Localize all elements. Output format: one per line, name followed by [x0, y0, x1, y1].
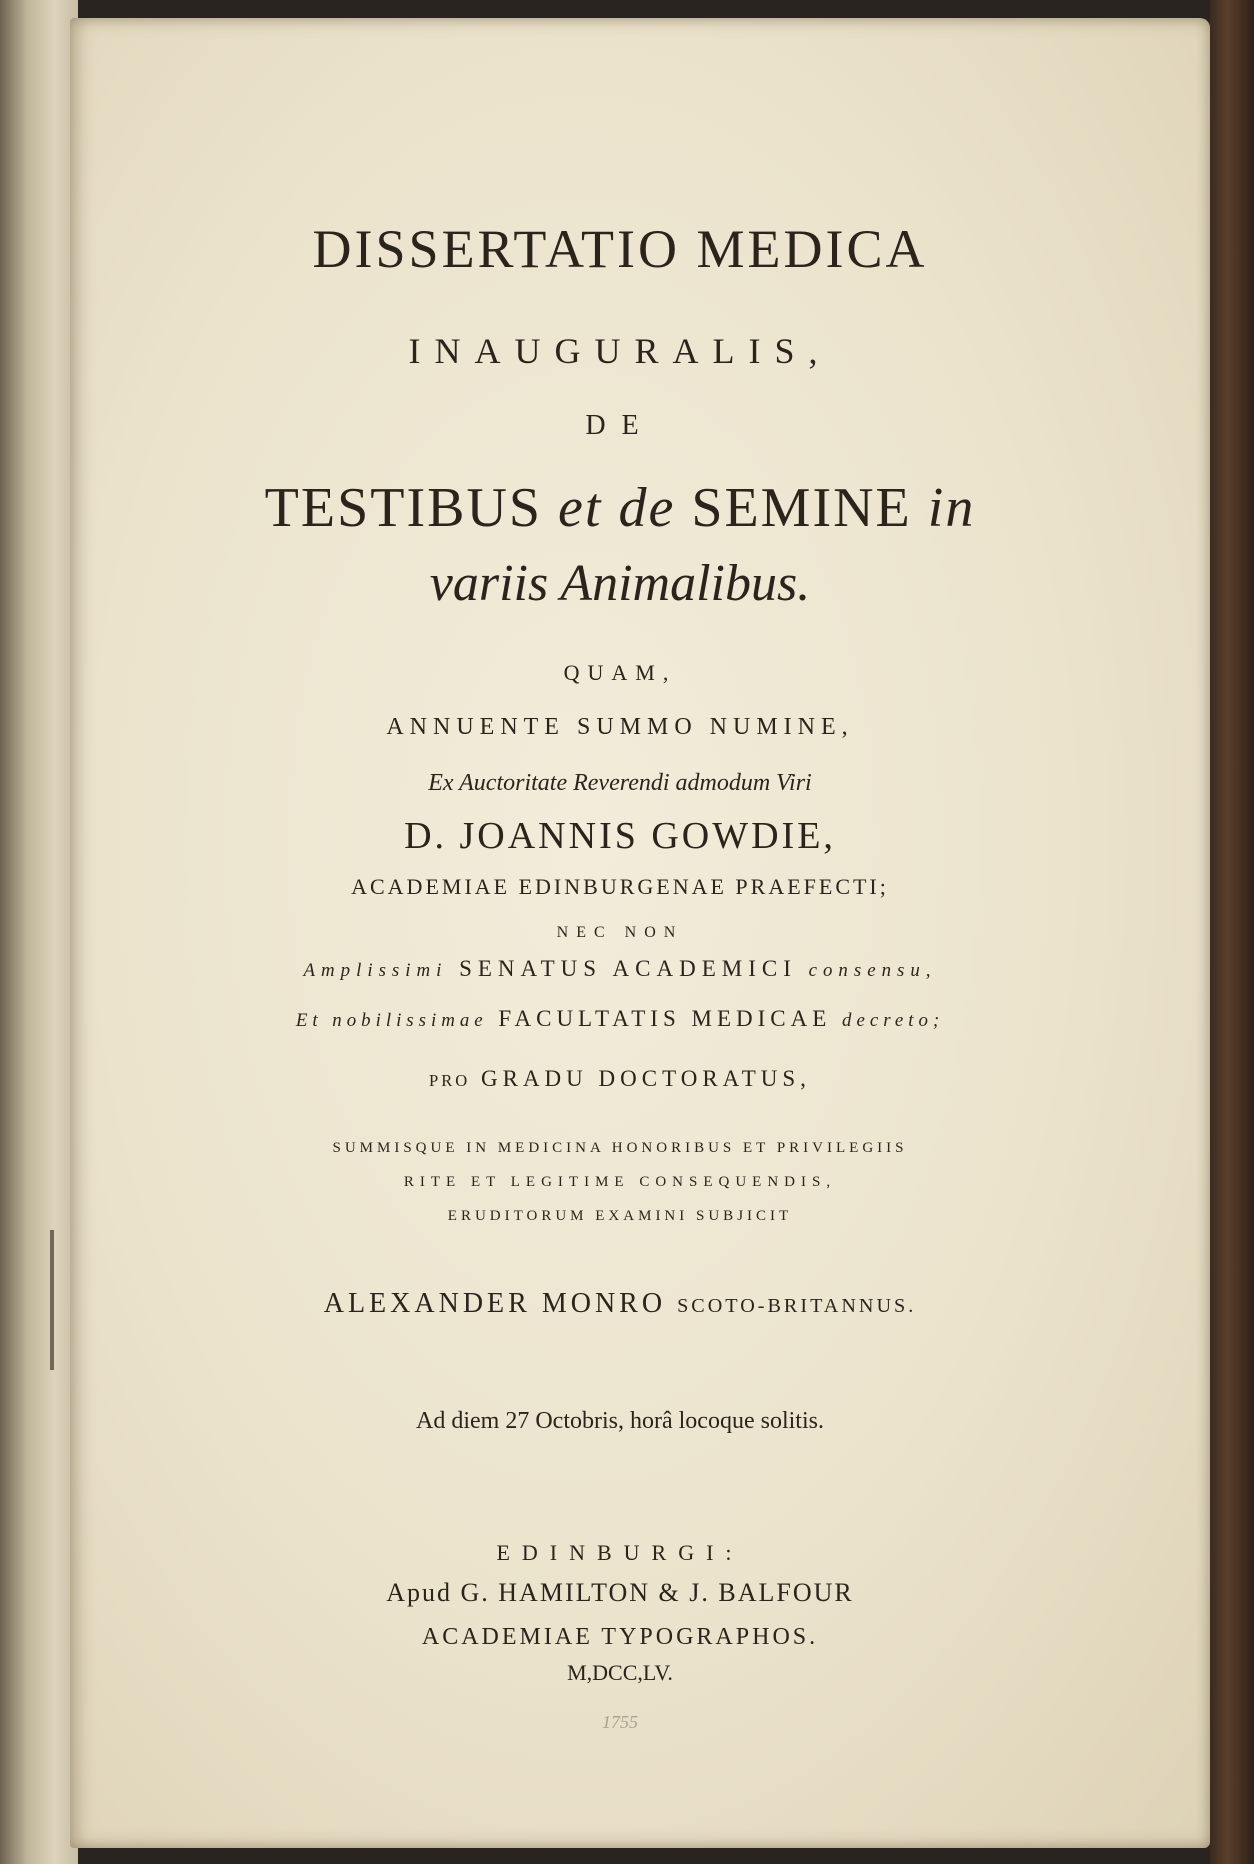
body-senatus: [150, 956, 1090, 982]
gradu-main: GRADU DOCTORATUS,: [481, 1066, 811, 1091]
senatus-main: SENATUS ACADEMICI: [459, 956, 797, 981]
title-word-de: de: [618, 477, 676, 539]
author-name: ALEXANDER MONRO: [323, 1288, 667, 1319]
facultatis-suffix: decreto;: [842, 1010, 945, 1031]
body-annuente: ANNUENTE SUMMO NUMINE,: [386, 714, 854, 740]
author-line: [150, 1288, 1090, 1320]
book-cover-edge: [1210, 0, 1254, 1864]
title-line-3: DE: [585, 410, 655, 441]
title-line-5: variis Animalibus.: [429, 555, 811, 612]
body-quam: QUAM,: [563, 660, 677, 685]
defense-date: Ad diem 27 Octobris, horâ locoque solitis.: [416, 1408, 824, 1434]
imprint-year: M,DCC,LV.: [567, 1660, 673, 1685]
senatus-suffix: consensu,: [808, 960, 937, 981]
body-gradu: [150, 1066, 1090, 1092]
book-gutter: [0, 0, 78, 1864]
praefect-title: ACADEMIAE EDINBURGENAE PRAEFECTI;: [351, 874, 889, 899]
body-facultatis: [150, 1006, 1090, 1032]
body-nec-non: NEC NON: [556, 924, 684, 941]
title-word-et: et: [558, 477, 603, 539]
senatus-prefix: Amplissimi: [303, 960, 448, 981]
page-tear-mark: [50, 1230, 54, 1370]
body-summis-3: ERUDITORUM EXAMINI SUBJICIT: [447, 1208, 793, 1224]
author-origin: SCOTO-BRITANNUS.: [677, 1295, 917, 1317]
title-word-in: in: [927, 477, 976, 539]
title-line-1: DISSERTATIO MEDICA: [312, 219, 928, 279]
title-line-2: INAUGURALIS,: [408, 331, 832, 371]
title-line-4: [150, 476, 1090, 540]
praefect-name: D. JOANNIS GOWDIE,: [404, 815, 836, 857]
body-summis-2: RITE ET LEGITIME CONSEQUENDIS,: [403, 1174, 837, 1190]
gradu-prefix: PRO: [429, 1071, 471, 1090]
title-word-testibus: TESTIBUS: [264, 477, 543, 539]
title-word-semine: SEMINE: [691, 477, 912, 539]
body-summis-1: SUMMISQUE IN MEDICINA HONORIBUS ET PRIVILEGIIS: [332, 1140, 908, 1156]
pencil-note: 1755: [602, 1712, 638, 1732]
facultatis-main: FACULTATIS MEDICAE: [498, 1006, 832, 1031]
title-page: [70, 18, 1210, 1848]
imprint-printers: Apud G. HAMILTON & J. BALFOUR: [386, 1578, 854, 1607]
facultatis-prefix: Et nobilissimae: [295, 1010, 488, 1031]
imprint-printers-title: ACADEMIAE TYPOGRAPHOS.: [421, 1624, 819, 1650]
body-auctoritate: Ex Auctoritate Reverendi admodum Viri: [428, 770, 812, 796]
imprint-city: EDINBURGI:: [496, 1540, 744, 1565]
